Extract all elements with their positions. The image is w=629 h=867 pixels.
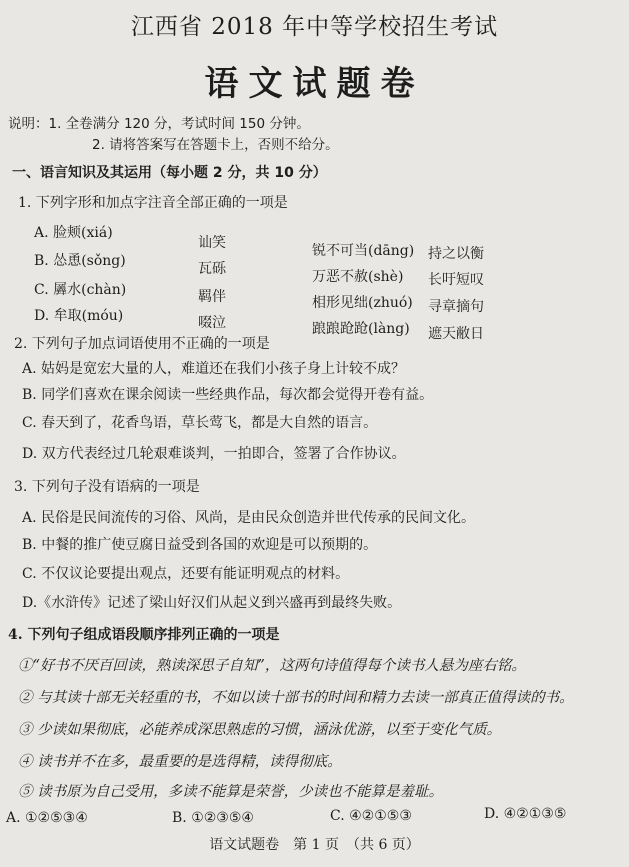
q1-a-1: A. 脸颊(xiá) — [34, 225, 113, 241]
q1-c-1: C. 羼水(chàn) — [34, 282, 127, 298]
q1-a-3: 锐不可当(dāng) — [312, 243, 415, 259]
q3-option-a: A. 民俗是民间流传的习俗、风尚，是由民众创造并世代传承的民间文化。 — [22, 510, 476, 526]
q1-a-2: 讪笑 — [198, 235, 226, 251]
q4-sentence-5: ⑤ 读书原为自己受用，多读不能算是荣誉，少读也不能算是羞耻。 — [18, 784, 444, 800]
q1-b-4: 长吁短叹 — [428, 272, 484, 288]
section-heading: 一、语言知识及其运用（每小题 2 分，共 10 分） — [12, 165, 327, 181]
q4-stem: 4. 下列句子组成语段顺序排列正确的一项是 — [8, 627, 280, 643]
q1-c-2: 羁伴 — [198, 289, 226, 305]
q1-b-1: B. 怂恿(sǒng) — [34, 253, 126, 269]
q3-stem: 3. 下列句子没有语病的一项是 — [14, 479, 200, 495]
q1-b-2: 瓦砾 — [198, 261, 226, 277]
exam-title: 江西省 2018 年中等学校招生考试 — [130, 14, 499, 40]
q2-option-b: B. 同学们喜欢在课余阅读一些经典作品，每次都会觉得开卷有益。 — [22, 387, 434, 403]
q2-option-d: D. 双方代表经过几轮艰难谈判，一拍即合，签署了合作协议。 — [22, 446, 406, 462]
q3-option-c: C. 不仅议论要提出观点，还要有能证明观点的材料。 — [22, 566, 350, 582]
instruction-line-2: 2. 请将答案写在答题卡上，否则不给分。 — [92, 137, 339, 153]
q4-sentence-1: ①“好书不厌百回读，熟读深思子自知”，这两句诗值得每个读书人悬为座右铭。 — [18, 658, 526, 674]
instruction-line-1: 说明：1. 全卷满分 120 分，考试时间 150 分钟。 — [8, 116, 310, 132]
q4-answer-a: A. ①②⑤③④ — [6, 810, 88, 826]
q3-option-d: D.《水浒传》记述了梁山好汉们从起义到兴盛再到最终失败。 — [22, 595, 402, 611]
q2-option-a: A. 姑妈是宽宏大量的人，难道还在我们小孩子身上计较不成？ — [22, 361, 406, 377]
q4-sentence-3: ③ 少读如果彻底，必能养成深思熟虑的习惯，涵泳优游，以至于变化气质。 — [18, 722, 502, 738]
q1-d-1: D. 牟取(móu) — [34, 308, 124, 324]
q4-sentence-2: ② 与其读十部无关轻重的书，不如以读十部书的时间和精力去读一部真正值得读的书。 — [18, 690, 574, 706]
q4-sentence-4: ④ 读书并不在多，最重要的是选得精，读得彻底。 — [18, 754, 342, 770]
q1-d-2: 啜泣 — [198, 315, 226, 331]
q4-answer-d: D. ④②①③⑤ — [484, 806, 567, 822]
q1-b-3: 万恶不赦(shè) — [312, 269, 404, 285]
q2-stem: 2. 下列句子加点词语使用不正确的一项是 — [14, 336, 270, 352]
q4-answer-b: B. ①②③⑤④ — [172, 810, 254, 826]
q3-option-b: B. 中餐的推广使豆腐日益受到各国的欢迎是可以预期的。 — [22, 537, 378, 553]
q1-d-3: 踉踉跄跄(làng) — [312, 321, 410, 337]
q2-option-c: C. 春天到了，花香鸟语，草长莺飞，都是大自然的语言。 — [22, 415, 378, 431]
page-footer: 语文试题卷 第 1 页 （共 6 页） — [209, 837, 420, 853]
q1-a-4: 持之以衡 — [428, 246, 484, 262]
q1-c-4: 寻章摘句 — [428, 299, 484, 315]
q1-stem: 1. 下列字形和加点字注音全部正确的一项是 — [18, 195, 288, 211]
q1-d-4: 遮天敝日 — [428, 326, 484, 342]
q4-answer-c: C. ④②①⑤③ — [330, 808, 412, 824]
paper-title: 语文试题卷 — [204, 64, 425, 104]
instructions — [8, 114, 339, 156]
q1-c-3: 相形见绌(zhuó) — [312, 295, 413, 311]
